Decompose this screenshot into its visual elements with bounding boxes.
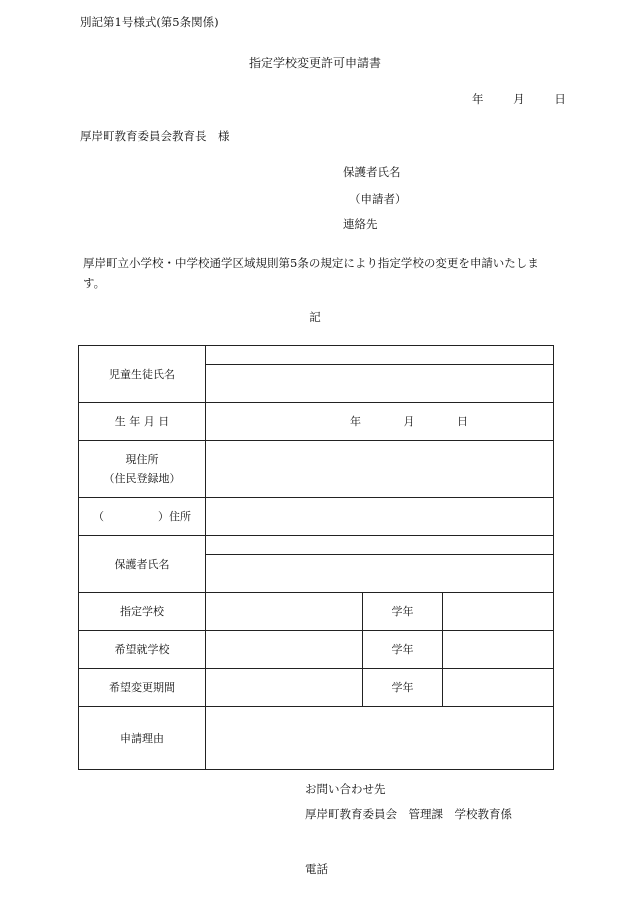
applicant-name-label: 保護者氏名 — [343, 165, 401, 179]
date-year-label: 年 — [472, 92, 484, 106]
form-id-label: 別記第1号様式(第5条関係) — [80, 15, 219, 29]
designated-school-field[interactable] — [206, 593, 363, 631]
document-title: 指定学校変更許可申請書 — [248, 56, 381, 70]
student-name-field[interactable] — [206, 365, 554, 403]
guardian-name-label: 保護者氏名 — [79, 536, 206, 593]
birthdate-row — [79, 403, 554, 441]
phone-label: 電話 — [305, 862, 328, 876]
designated-school-row — [79, 593, 554, 631]
date-month-label: 月 — [513, 92, 525, 106]
change-period-field[interactable] — [206, 669, 363, 707]
date-day-label: 日 — [554, 92, 566, 106]
application-date — [472, 94, 566, 106]
birth-month-label: 月 — [403, 415, 415, 428]
guardian-name-furigana-row — [79, 536, 554, 555]
application-form-table — [78, 345, 554, 770]
change-period-grade-label: 学年 — [363, 669, 443, 707]
current-address-label — [79, 441, 206, 498]
inquiry-label: お問い合わせ先 — [305, 782, 386, 796]
designated-school-label: 指定学校 — [79, 593, 206, 631]
ki-heading: 記 — [309, 310, 321, 324]
reason-label: 申請理由 — [79, 707, 206, 770]
current-address-field[interactable] — [206, 441, 554, 498]
change-period-grade-field[interactable] — [443, 669, 554, 707]
designated-school-grade-field[interactable] — [443, 593, 554, 631]
student-name-furigana-field[interactable] — [206, 346, 554, 365]
change-period-label: 希望変更期間 — [79, 669, 206, 707]
birthdate-field[interactable] — [206, 403, 554, 441]
desired-school-row — [79, 631, 554, 669]
current-address-row — [79, 441, 554, 498]
student-name-label: 児童生徒氏名 — [79, 346, 206, 403]
reason-row — [79, 707, 554, 770]
birth-year-label: 年 — [350, 415, 361, 428]
change-period-row — [79, 669, 554, 707]
other-address-row — [79, 498, 554, 536]
current-address-label-line1: 現住所 — [125, 453, 159, 466]
designated-school-grade-label: 学年 — [363, 593, 443, 631]
applicant-role-label: （申請者） — [349, 192, 407, 206]
reason-field[interactable] — [206, 707, 554, 770]
request-statement: 厚岸町立小学校・中学校通学区域規則第5条の規定により指定学校の変更を申請いたします。 — [83, 256, 539, 290]
other-address-field[interactable] — [206, 498, 554, 536]
addressee: 厚岸町教育委員会教育長 様 — [80, 129, 230, 143]
desired-school-grade-label: 学年 — [363, 631, 443, 669]
desired-school-grade-field[interactable] — [443, 631, 554, 669]
birth-day-label: 日 — [457, 415, 468, 428]
other-address-label — [79, 498, 206, 536]
desired-school-label: 希望就学校 — [79, 631, 206, 669]
guardian-name-furigana-field[interactable] — [206, 536, 554, 555]
guardian-name-field[interactable] — [206, 555, 554, 593]
desired-school-field[interactable] — [206, 631, 363, 669]
birthdate-label: 生 年 月 日 — [79, 403, 206, 441]
other-address-open-paren: （ — [93, 510, 104, 523]
current-address-label-line2: （住民登録地） — [103, 472, 181, 485]
applicant-contact-label: 連絡先 — [343, 217, 378, 231]
inquiry-office: 厚岸町教育委員会 管理課 学校教育係 — [305, 807, 512, 821]
other-address-close-label: ）住所 — [158, 510, 191, 523]
student-name-furigana-row — [79, 346, 554, 365]
